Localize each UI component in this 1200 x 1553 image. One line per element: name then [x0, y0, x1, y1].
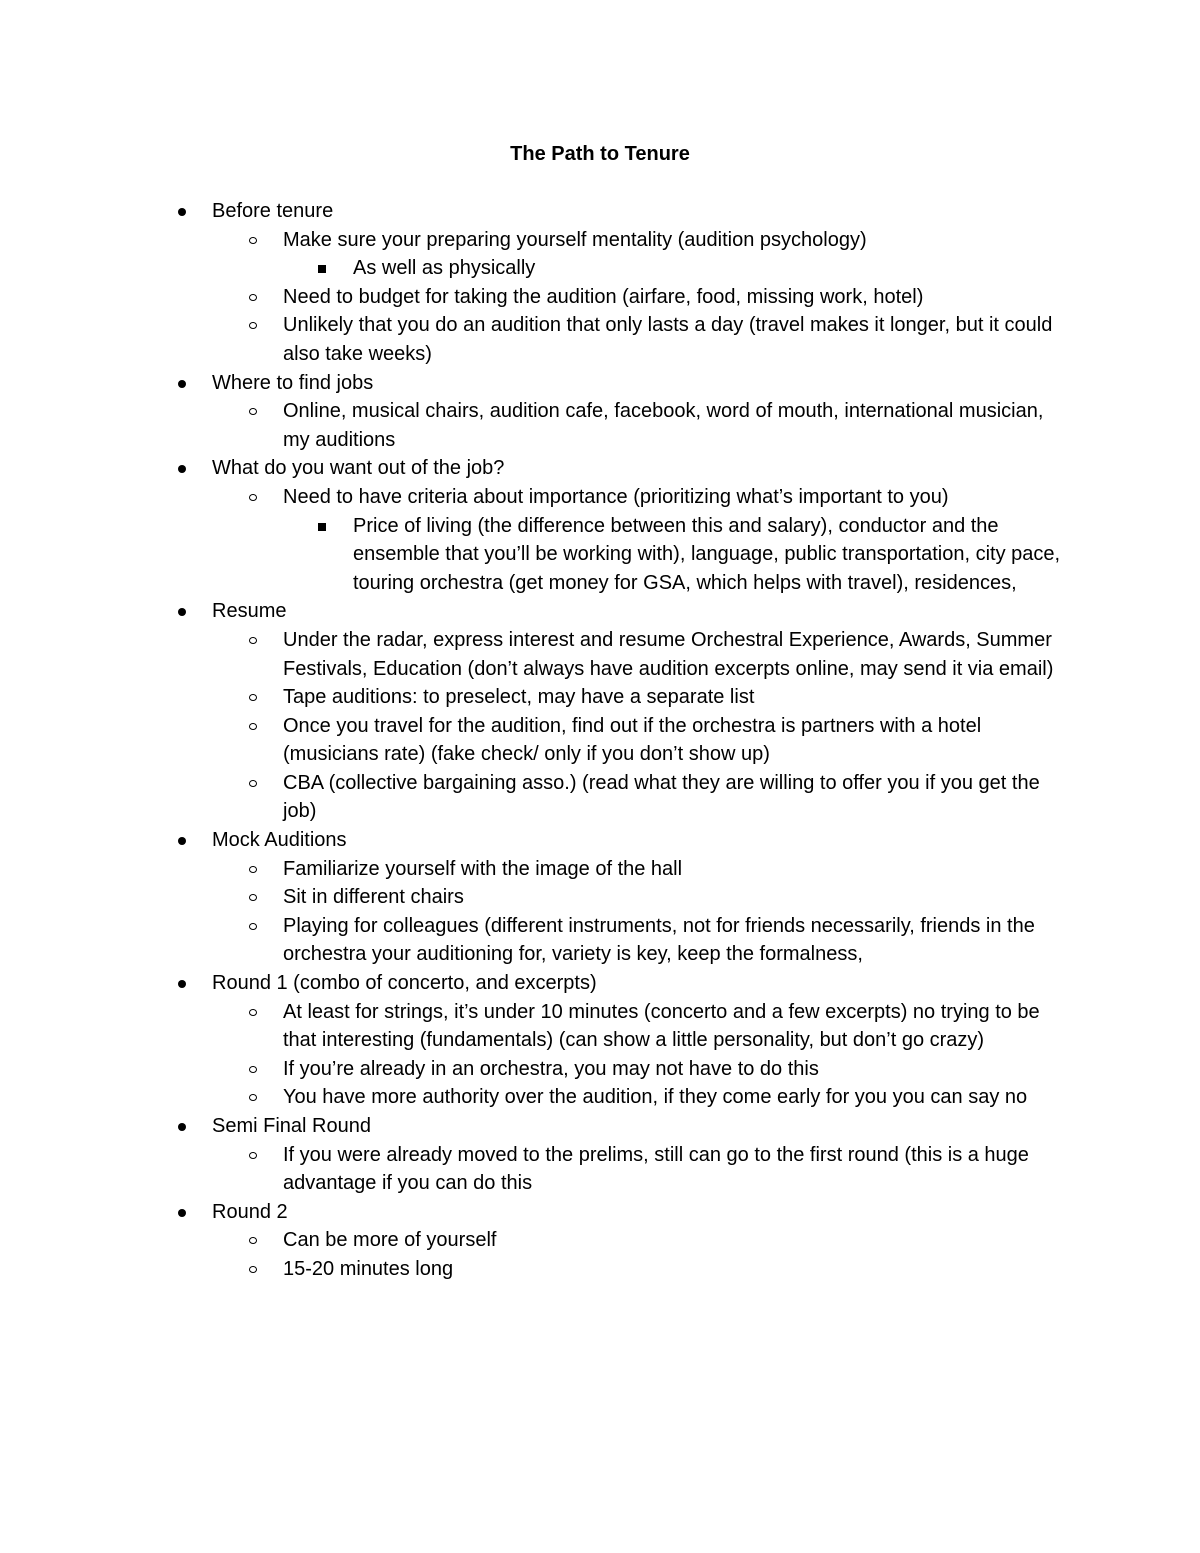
section-heading: [0, 597, 1200, 826]
list-item: [0, 883, 1200, 912]
list-item-text: At least for strings, it’s under 10 minutes (concerto and a few excerpts) no trying to be that interesting (fundamentals) (can show a little personality, but don’t go crazy): [283, 1000, 1040, 1052]
list-item: [0, 1083, 1200, 1112]
list-item-text: Under the radar, express interest and resume Orchestral Experience, Awards, Summer Festivals, Education (don’t always have audition excerpts online, may send it via email): [283, 628, 1054, 680]
section-sublist: [0, 1141, 1200, 1198]
bullet-circle-icon: [249, 626, 261, 655]
bullet-circle-icon: [249, 1226, 261, 1255]
bullet-circle-icon: [249, 1083, 261, 1112]
section-sublist: [0, 397, 1200, 454]
list-item: [0, 397, 1200, 454]
bullet-circle-icon: [249, 683, 261, 712]
list-item-text: Need to have criteria about importance (prioritizing what’s important to you): [283, 485, 949, 508]
section-heading: [0, 454, 1200, 597]
list-item-text: CBA (collective bargaining asso.) (read what they are willing to offer you if you get the job): [283, 771, 1040, 823]
section-heading-text: What do you want out of the job?: [212, 457, 505, 480]
section-heading-text: Resume: [212, 600, 287, 623]
list-item: [0, 626, 1200, 683]
bullet-dot-icon: [178, 1112, 190, 1141]
list-item: [0, 311, 1200, 368]
bullet-circle-icon: [249, 1141, 261, 1170]
bullet-circle-icon: [249, 311, 261, 340]
list-item-text: Unlikely that you do an audition that only lasts a day (travel makes it longer, but it could also take weeks): [283, 314, 1053, 365]
section-heading-text: Round 2: [212, 1200, 288, 1223]
nested-sublist: [0, 512, 1200, 598]
bullet-dot-icon: [178, 597, 190, 626]
list-item: [0, 1141, 1200, 1198]
list-item-text: Once you travel for the audition, find out if the orchestra is partners with a hotel (musicians rate) (fake check/ only if you don’t show up): [283, 714, 982, 766]
section-heading-text: Where to find jobs: [212, 371, 374, 394]
list-item: [0, 1226, 1200, 1255]
bullet-dot-icon: [178, 197, 190, 226]
nested-list-item: [0, 512, 1200, 598]
bullet-circle-icon: [249, 226, 261, 255]
bullet-dot-icon: [178, 369, 190, 398]
bullet-dot-icon: [178, 454, 190, 483]
bullet-square-icon: [318, 254, 330, 283]
list-item-text: Familiarize yourself with the image of the hall: [283, 857, 683, 880]
notes-outline: [0, 197, 1200, 1284]
list-item: [0, 683, 1200, 712]
section-sublist: [0, 998, 1200, 1112]
list-item: [0, 998, 1200, 1055]
section-sublist: [0, 626, 1200, 826]
list-item-text: If you’re already in an orchestra, you may not have to do this: [283, 1057, 819, 1080]
list-item-text: Sit in different chairs: [283, 886, 464, 909]
bullet-dot-icon: [178, 969, 190, 998]
list-item: [0, 1055, 1200, 1084]
bullet-circle-icon: [249, 1055, 261, 1084]
bullet-circle-icon: [249, 283, 261, 312]
list-item: [0, 912, 1200, 969]
section-sublist: [0, 226, 1200, 369]
list-item-text: Playing for colleagues (different instruments, not for friends necessarily, friends in the orchestra your auditioning for, variety is key, keep the formalness,: [283, 914, 1035, 966]
bullet-circle-icon: [249, 855, 261, 884]
list-item: [0, 855, 1200, 884]
list-item: [0, 712, 1200, 769]
nested-list-item-text: As well as physically: [353, 257, 536, 280]
section-heading-text: Before tenure: [212, 200, 334, 222]
bullet-circle-icon: [249, 1255, 261, 1284]
bullet-circle-icon: [249, 769, 261, 798]
nested-list-item-text: Price of living (the difference between this and salary), conductor and the ensemble that you’ll be working with), language, public transportation, city pace, touring orchestra (get money for GSA, which helps with travel), residences,: [353, 514, 1061, 594]
bullet-circle-icon: [249, 883, 261, 912]
section-sublist: [0, 855, 1200, 969]
bullet-dot-icon: [178, 826, 190, 855]
bullet-square-icon: [318, 512, 330, 541]
section-heading: [0, 197, 1200, 369]
section-heading-text: Mock Auditions: [212, 829, 347, 852]
bullet-circle-icon: [249, 998, 261, 1027]
list-item-text: Make sure your preparing yourself mentality (audition psychology): [283, 228, 867, 251]
section-heading-text: Round 1 (combo of concerto, and excerpts): [212, 972, 597, 995]
section-heading: [0, 1112, 1200, 1198]
bullet-circle-icon: [249, 483, 261, 512]
section-heading: [0, 369, 1200, 455]
bullet-circle-icon: [249, 397, 261, 426]
list-item-text: If you were already moved to the prelims, still can go to the first round (this is a huge advantage if you can do this: [283, 1143, 1029, 1195]
list-item: [0, 769, 1200, 826]
nested-list-item: [0, 254, 1200, 283]
section-heading: [0, 969, 1200, 1112]
list-item-text: 15-20 minutes long: [283, 1257, 454, 1280]
section-sublist: [0, 1226, 1200, 1283]
list-item-text: Can be more of yourself: [283, 1229, 497, 1252]
page-title: The Path to Tenure: [510, 143, 690, 165]
section-sublist: [0, 483, 1200, 597]
list-item: [0, 483, 1200, 597]
list-item: [0, 226, 1200, 283]
section-heading: [0, 826, 1200, 969]
list-item: [0, 1255, 1200, 1284]
nested-sublist: [0, 254, 1200, 283]
bullet-dot-icon: [178, 1198, 190, 1227]
list-item-text: Tape auditions: to preselect, may have a separate list: [283, 686, 755, 709]
section-heading: [0, 1198, 1200, 1284]
list-item: [0, 283, 1200, 312]
list-item-text: Need to budget for taking the audition (airfare, food, missing work, hotel): [283, 285, 924, 308]
section-heading-text: Semi Final Round: [212, 1115, 371, 1137]
bullet-circle-icon: [249, 912, 261, 941]
list-item-text: Online, musical chairs, audition cafe, facebook, word of mouth, international musician, my auditions: [283, 400, 1044, 451]
list-item-text: You have more authority over the audition, if they come early for you you can say no: [283, 1086, 1028, 1109]
bullet-circle-icon: [249, 712, 261, 741]
